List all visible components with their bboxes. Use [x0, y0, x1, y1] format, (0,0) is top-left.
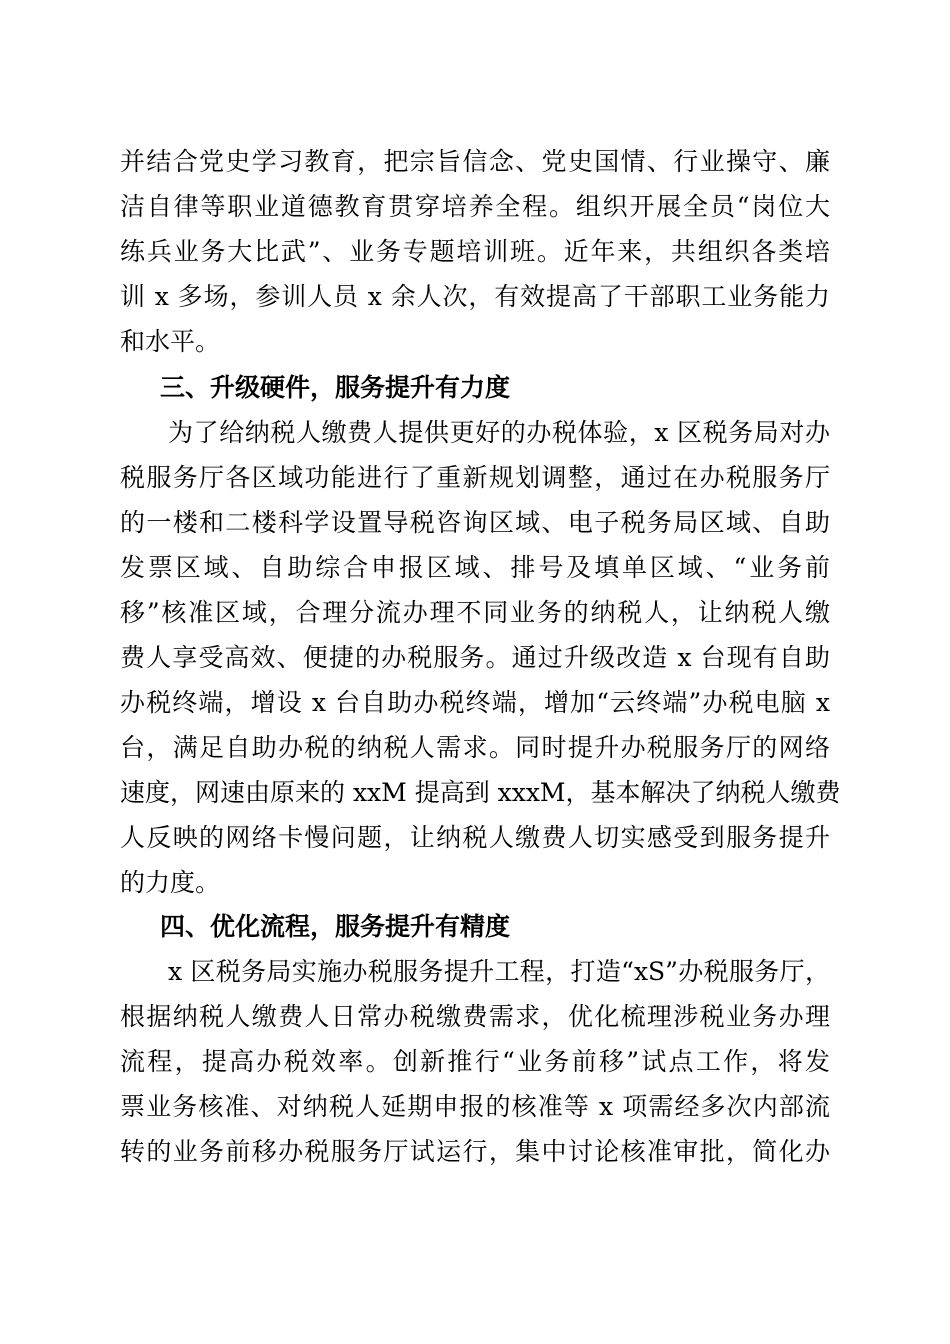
- text-line: 移”核准区域，合理分流办理不同业务的纳税人，让纳税人缴: [120, 598, 830, 627]
- text-line: 税服务厅各区域功能进行了重新规划调整，通过在办税服务厅: [120, 463, 830, 492]
- text-line: 的一楼和二楼科学设置导税咨询区域、电子税务局区域、自助: [120, 508, 830, 537]
- text-line: 票业务核准、对纳税人延期申报的核准等 x 项需经多次内部流: [120, 1092, 830, 1121]
- section-heading-process: [120, 904, 830, 949]
- paragraph-hardware-upgrade: [120, 410, 841, 905]
- text-line: 费人享受高效、便捷的办税服务。通过升级改造 x 台现有自助: [120, 643, 830, 672]
- text-line: 发票区域、自助综合申报区域、排号及填单区域、“业务前: [120, 553, 830, 582]
- heading-text: 三、升级硬件，服务提升有力度: [160, 373, 511, 402]
- text-line: 洁自律等职业道德教育贯穿培养全程。组织开展全员“岗位大: [120, 192, 830, 221]
- text-line: 转的业务前移办税服务厅试运行，集中讨论核准审批，简化办: [120, 1137, 830, 1166]
- text-line: 练兵业务大比武”、业务专题培训班。近年来，共组织各类培: [120, 237, 830, 266]
- text-line: 台，满足自助办税的纳税人需求。同时提升办税服务厅的网络: [120, 733, 830, 762]
- text-line: 人反映的网络卡慢问题，让纳税人缴费人切实感受到服务提升: [120, 823, 830, 852]
- text-line: x 区税务局实施办税服务提升工程，打造“xS”办税服务厅，: [168, 957, 830, 986]
- text-line: 办税终端，增设 x 台自助办税终端，增加“云终端”办税电脑 x: [120, 688, 830, 717]
- paragraph-process-optimization: [120, 949, 830, 1174]
- paragraph-party-history-training: [120, 139, 830, 364]
- text-line: 流程，提高办税效率。创新推行“业务前移”试点工作，将发: [120, 1047, 830, 1076]
- text-line: 为了给纳税人缴费人提供更好的办税体验，x 区税务局对办: [168, 418, 830, 447]
- text-line: 的力度。: [120, 868, 221, 897]
- text-line: 根据纳税人缴费人日常办税缴费需求，优化梳理涉税业务办理: [120, 1002, 830, 1031]
- text-line: 速度，网速由原来的 xxM 提高到 xxxM，基本解决了纳税人缴费: [120, 778, 841, 807]
- heading-text: 四、优化流程，服务提升有精度: [160, 912, 511, 941]
- text-line: 和水平。: [120, 327, 221, 356]
- section-heading-hardware: [120, 365, 830, 410]
- text-line: 并结合党史学习教育，把宗旨信念、党史国情、行业操守、廉: [120, 147, 830, 176]
- text-line: 训 x 多场，参训人员 x 余人次，有效提高了干部职工业务能力: [120, 282, 830, 311]
